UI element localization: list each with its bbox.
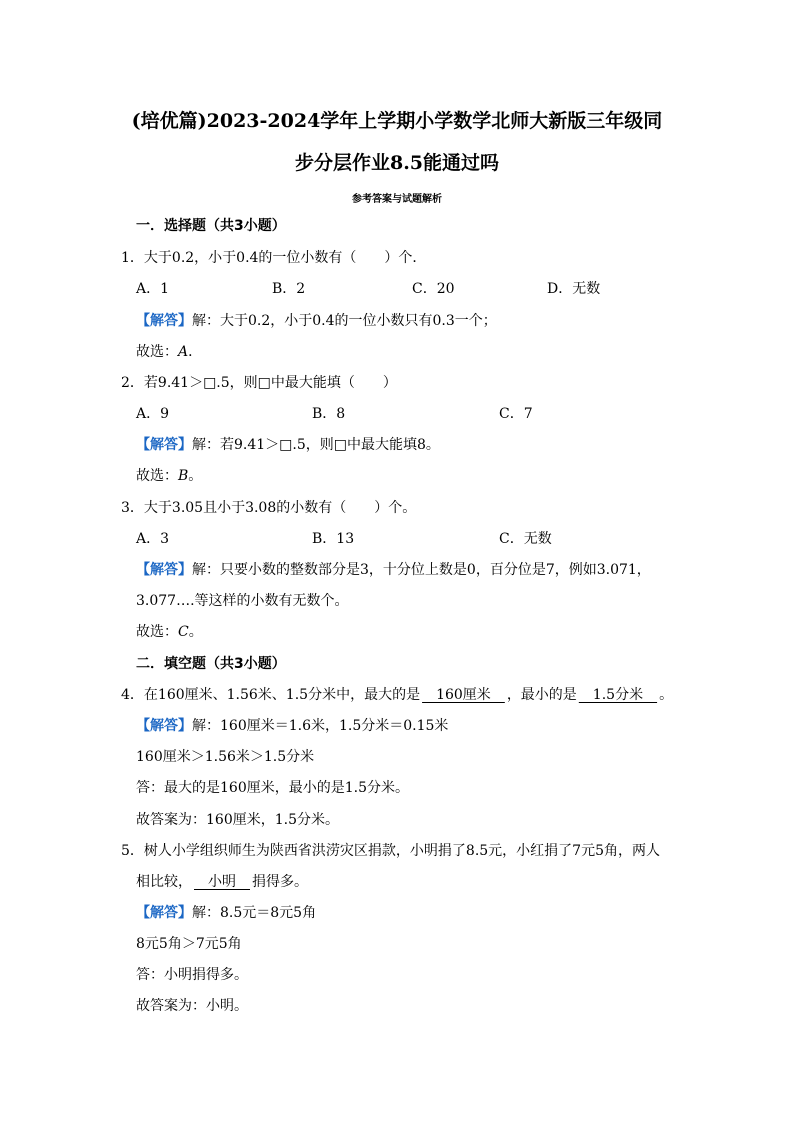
answer-tag: 【解答】 (136, 905, 192, 921)
question-5-answer-line3: 答：小明捐得多。 (136, 967, 248, 983)
doc-subtitle: 参考答案与试题解析 (352, 194, 442, 205)
question-1-option-d: D．无数 (547, 281, 601, 297)
question-1-option-c: C．20 (412, 281, 455, 297)
doc-title-line1: (培优篇)2023-2024学年上学期小学数学北师大新版三年级同 (131, 110, 663, 132)
answer-tag: 【解答】 (136, 437, 192, 453)
doc-title-line2: 步分层作业8.5能通过吗 (294, 152, 500, 174)
question-2-choice (136, 467, 202, 485)
question-1-answer (136, 312, 497, 330)
question-1-stem: 1．大于0.2，小于0.4的一位小数有（ ）个． (121, 250, 427, 266)
choice-suffix: ． (188, 344, 203, 360)
question-3-option-b: B．13 (312, 531, 355, 547)
choice-prefix: 故选： (136, 468, 178, 484)
question-4-blank-2: 1.5分米 (578, 687, 658, 703)
question-4-answer-line4: 故答案为：160厘米，1.5分米。 (136, 812, 339, 828)
question-3-answer-line2: 3.077….等这样的小数有无数个。 (136, 593, 349, 609)
question-2-answer (136, 436, 440, 454)
choice-letter: B (178, 468, 189, 484)
question-1-option-b: B．2 (272, 281, 306, 297)
question-5-blank: 小明 (194, 874, 250, 890)
answer-tag: 【解答】 (136, 562, 192, 578)
choice-letter: A (178, 344, 189, 360)
question-3-stem: 3．大于3.05且小于3.08的小数有（ ）个。 (121, 500, 417, 516)
answer-tag: 【解答】 (136, 313, 192, 329)
choice-prefix: 故选： (136, 624, 178, 640)
choice-suffix: 。 (188, 468, 203, 484)
question-4-answer-text-1: 解：160厘米＝1.6米，1.5分米＝0.15米 (192, 718, 449, 734)
choice-letter: C (178, 624, 189, 640)
question-3-answer-text-1: 解：只要小数的整数部分是3，十分位上数是0，百分位是7，例如3.071， (192, 562, 651, 578)
question-2-option-b: B．8 (312, 406, 346, 422)
question-5-answer-text-1: 解：8.5元＝8元5角 (192, 905, 317, 921)
question-3-option-c: C．无数 (499, 531, 552, 547)
question-2-option-a: A．9 (136, 406, 170, 422)
question-4-answer-line3: 答：最大的是160厘米，最小的是1.5分米。 (136, 780, 409, 796)
question-5-answer-line2: 8元5角＞7元5角 (136, 936, 242, 952)
question-5-stem-line2 (136, 873, 308, 891)
question-5-answer-line4: 故答案为：小明。 (136, 998, 248, 1014)
question-3-option-a: A．3 (136, 531, 170, 547)
question-4-stem (121, 686, 673, 704)
section-heading-fill: 二．填空题（共3小题） (136, 656, 286, 672)
question-1-choice (136, 343, 202, 361)
answer-tag: 【解答】 (136, 718, 192, 734)
question-2-option-c: C．7 (499, 406, 533, 422)
question-5-answer (136, 904, 316, 922)
question-4-blank-1: 160厘米 (422, 687, 505, 703)
question-3-choice (136, 623, 203, 641)
question-4-answer (136, 717, 448, 735)
question-4-stem-part-b: ，最小的是 (506, 687, 577, 703)
question-1-option-a: A．1 (136, 281, 170, 297)
question-2-answer-text: 解：若9.41＞□.5，则□中最大能填8。 (192, 437, 440, 453)
question-2-stem: 2．若9.41＞□.5，则□中最大能填（ ） (121, 375, 397, 391)
question-5-stem-line1: 5．树人小学组织师生为陕西省洪涝灾区捐款，小明捐了8.5元，小红捐了7元5角，两人 (121, 843, 660, 859)
question-4-stem-part-c: 。 (659, 687, 674, 703)
choice-prefix: 故选： (136, 344, 178, 360)
question-3-answer (136, 561, 651, 579)
section-heading-choice: 一．选择题（共3小题） (136, 218, 286, 234)
question-1-answer-text: 解：大于0.2，小于0.4的一位小数只有0.3一个； (192, 313, 497, 329)
question-5-stem-part-b: 捐得多。 (252, 874, 308, 890)
question-4-stem-part-a: 4．在160厘米、1.56米、1.5分米中，最大的是 (121, 687, 421, 703)
question-5-stem-part-a: 相比较， (136, 874, 192, 890)
question-4-answer-line2: 160厘米＞1.56米＞1.5分米 (136, 749, 315, 765)
choice-suffix: 。 (188, 624, 203, 640)
